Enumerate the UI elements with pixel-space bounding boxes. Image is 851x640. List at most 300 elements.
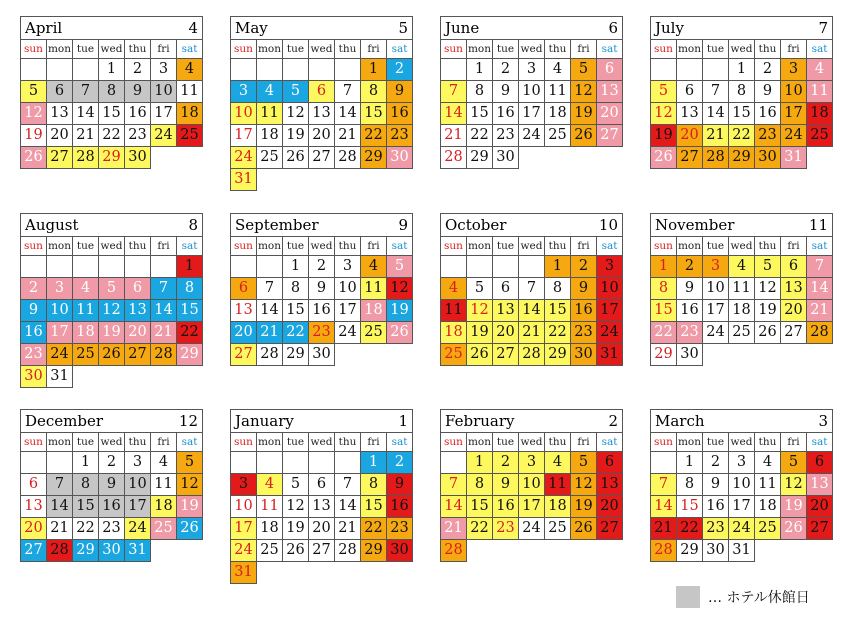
- empty-day-cell: [571, 540, 597, 562]
- month-september: [230, 213, 415, 366]
- weekday-label: fri: [781, 237, 807, 256]
- month-december: [20, 409, 205, 562]
- day-cell: 18: [257, 125, 283, 147]
- day-cell: 9: [677, 278, 703, 300]
- empty-day-cell: [651, 452, 677, 474]
- week-row: [21, 474, 203, 496]
- day-cell: 25: [257, 147, 283, 169]
- day-cell: 26: [755, 322, 781, 344]
- empty-day-cell: [257, 169, 283, 191]
- day-cell: 28: [651, 540, 677, 562]
- week-row: [651, 59, 833, 81]
- weekday-label: sat: [807, 40, 833, 59]
- day-cell: 18: [73, 322, 99, 344]
- day-cell: 7: [73, 81, 99, 103]
- day-cell: 19: [755, 300, 781, 322]
- day-cell: 11: [361, 278, 387, 300]
- week-row: [441, 474, 623, 496]
- day-cell: 14: [807, 278, 833, 300]
- day-cell: 9: [387, 81, 413, 103]
- empty-day-cell: [729, 344, 755, 366]
- day-cell: 27: [781, 322, 807, 344]
- month-name: October: [445, 216, 507, 234]
- week-row: [651, 103, 833, 125]
- day-cell: 25: [73, 344, 99, 366]
- day-cell: 4: [441, 278, 467, 300]
- empty-day-cell: [807, 147, 833, 169]
- day-cell: 7: [335, 81, 361, 103]
- weekday-label: fri: [571, 433, 597, 452]
- day-cell: 17: [335, 300, 361, 322]
- empty-day-cell: [703, 59, 729, 81]
- week-row: [21, 300, 203, 322]
- day-cell: 14: [519, 300, 545, 322]
- day-cell: 13: [125, 300, 151, 322]
- day-cell: 10: [47, 300, 73, 322]
- empty-day-cell: [597, 540, 623, 562]
- week-row: [21, 518, 203, 540]
- month-name: August: [25, 216, 79, 234]
- day-cell: 29: [177, 344, 203, 366]
- month-header: [21, 214, 203, 237]
- day-cell: 13: [807, 474, 833, 496]
- week-row: [651, 147, 833, 169]
- empty-day-cell: [21, 452, 47, 474]
- weekday-label: sat: [387, 40, 413, 59]
- day-cell: 22: [467, 125, 493, 147]
- week-row: [651, 474, 833, 496]
- empty-day-cell: [257, 562, 283, 584]
- weekday-label: sat: [177, 40, 203, 59]
- weekday-label: wed: [729, 237, 755, 256]
- day-cell: 28: [441, 147, 467, 169]
- month-number: 7: [818, 19, 828, 37]
- empty-day-cell: [335, 562, 361, 584]
- day-cell: 17: [125, 496, 151, 518]
- week-row: [231, 125, 413, 147]
- day-cell: 6: [231, 278, 257, 300]
- weekday-label: thu: [545, 433, 571, 452]
- weekday-label: sun: [231, 237, 257, 256]
- week-row: [231, 540, 413, 562]
- day-cell: 30: [755, 147, 781, 169]
- week-row: [231, 518, 413, 540]
- day-cell: 29: [361, 147, 387, 169]
- day-cell: 19: [781, 496, 807, 518]
- week-row: [231, 103, 413, 125]
- month-number: 8: [188, 216, 198, 234]
- weekday-label: thu: [335, 40, 361, 59]
- day-cell: 18: [151, 496, 177, 518]
- day-cell: 15: [677, 496, 703, 518]
- empty-day-cell: [21, 59, 47, 81]
- empty-day-cell: [257, 256, 283, 278]
- day-cell: 28: [441, 540, 467, 562]
- day-cell: 2: [309, 256, 335, 278]
- empty-day-cell: [309, 169, 335, 191]
- day-cell: 22: [467, 518, 493, 540]
- day-cell: 3: [729, 452, 755, 474]
- empty-day-cell: [177, 540, 203, 562]
- month-may: [230, 16, 415, 191]
- month-header: [231, 17, 413, 40]
- day-cell: 30: [99, 540, 125, 562]
- day-cell: 3: [703, 256, 729, 278]
- day-cell: 4: [151, 452, 177, 474]
- day-cell: 21: [335, 125, 361, 147]
- day-cell: 6: [597, 59, 623, 81]
- day-cell: 23: [21, 344, 47, 366]
- month-number: 9: [398, 216, 408, 234]
- day-cell: 22: [545, 322, 571, 344]
- day-cell: 24: [125, 518, 151, 540]
- day-cell: 16: [493, 103, 519, 125]
- day-cell: 4: [807, 59, 833, 81]
- day-cell: 22: [729, 125, 755, 147]
- day-cell: 25: [755, 518, 781, 540]
- empty-day-cell: [441, 256, 467, 278]
- week-row: [651, 278, 833, 300]
- weekday-label: tue: [73, 40, 99, 59]
- day-cell: 22: [677, 518, 703, 540]
- day-cell: 24: [703, 322, 729, 344]
- empty-day-cell: [807, 344, 833, 366]
- day-cell: 29: [99, 147, 125, 169]
- empty-day-cell: [47, 59, 73, 81]
- empty-day-cell: [125, 256, 151, 278]
- day-cell: 28: [47, 540, 73, 562]
- week-row: [21, 59, 203, 81]
- empty-day-cell: [441, 59, 467, 81]
- day-cell: 29: [677, 540, 703, 562]
- day-cell: 11: [151, 474, 177, 496]
- day-cell: 6: [309, 474, 335, 496]
- day-cell: 4: [177, 59, 203, 81]
- month-name: January: [235, 412, 294, 430]
- day-cell: 2: [99, 452, 125, 474]
- day-cell: 9: [21, 300, 47, 322]
- day-cell: 12: [21, 103, 47, 125]
- day-cell: 14: [47, 496, 73, 518]
- day-cell: 17: [47, 322, 73, 344]
- empty-day-cell: [21, 256, 47, 278]
- empty-day-cell: [335, 344, 361, 366]
- day-cell: 9: [387, 474, 413, 496]
- week-row: [231, 474, 413, 496]
- day-cell: 6: [807, 452, 833, 474]
- day-cell: 13: [47, 103, 73, 125]
- day-cell: 7: [47, 474, 73, 496]
- day-cell: 20: [125, 322, 151, 344]
- day-cell: 21: [651, 518, 677, 540]
- day-cell: 6: [781, 256, 807, 278]
- weekday-label: wed: [309, 237, 335, 256]
- day-cell: 19: [21, 125, 47, 147]
- weekday-label: sun: [441, 40, 467, 59]
- day-cell: 10: [729, 474, 755, 496]
- week-row: [441, 256, 623, 278]
- empty-day-cell: [309, 562, 335, 584]
- month-table: [230, 16, 413, 191]
- week-row: [441, 300, 623, 322]
- day-cell: 24: [519, 125, 545, 147]
- empty-day-cell: [151, 366, 177, 388]
- day-cell: 21: [519, 322, 545, 344]
- day-cell: 14: [441, 496, 467, 518]
- day-cell: 19: [387, 300, 413, 322]
- empty-day-cell: [231, 256, 257, 278]
- day-cell: 27: [597, 518, 623, 540]
- day-cell: 22: [361, 125, 387, 147]
- day-cell: 25: [441, 344, 467, 366]
- day-cell: 12: [755, 278, 781, 300]
- day-cell: 21: [73, 125, 99, 147]
- day-cell: 3: [125, 452, 151, 474]
- empty-day-cell: [703, 344, 729, 366]
- day-cell: 19: [651, 125, 677, 147]
- month-number: 10: [598, 216, 618, 234]
- day-cell: 7: [519, 278, 545, 300]
- weekday-label: tue: [493, 40, 519, 59]
- week-row: [21, 344, 203, 366]
- day-cell: 27: [125, 344, 151, 366]
- empty-day-cell: [309, 59, 335, 81]
- day-cell: 12: [99, 300, 125, 322]
- week-row: [441, 344, 623, 366]
- day-cell: 8: [729, 81, 755, 103]
- month-november: [650, 213, 835, 366]
- week-row: [21, 103, 203, 125]
- day-cell: 8: [177, 278, 203, 300]
- day-cell: 1: [283, 256, 309, 278]
- empty-day-cell: [519, 256, 545, 278]
- weekday-label: sun: [651, 433, 677, 452]
- day-cell: 13: [231, 300, 257, 322]
- day-cell: 24: [231, 147, 257, 169]
- empty-day-cell: [99, 256, 125, 278]
- week-row: [231, 322, 413, 344]
- day-cell: 24: [597, 322, 623, 344]
- day-cell: 6: [21, 474, 47, 496]
- month-name: April: [25, 19, 63, 37]
- day-cell: 29: [729, 147, 755, 169]
- day-cell: 17: [519, 496, 545, 518]
- week-row: [441, 452, 623, 474]
- month-january: [230, 409, 415, 584]
- day-cell: 6: [47, 81, 73, 103]
- day-cell: 7: [151, 278, 177, 300]
- day-cell: 5: [571, 452, 597, 474]
- day-cell: 23: [99, 518, 125, 540]
- weekday-label: thu: [125, 433, 151, 452]
- month-table: [230, 213, 413, 366]
- week-row: [651, 452, 833, 474]
- weekday-label: thu: [755, 40, 781, 59]
- empty-day-cell: [387, 344, 413, 366]
- weekday-label: fri: [151, 237, 177, 256]
- day-cell: 17: [519, 103, 545, 125]
- weekday-label: sat: [597, 433, 623, 452]
- weekday-label: wed: [99, 237, 125, 256]
- weekday-label: wed: [729, 433, 755, 452]
- weekday-label: thu: [755, 237, 781, 256]
- empty-day-cell: [441, 452, 467, 474]
- weekday-label: tue: [703, 40, 729, 59]
- day-cell: 14: [703, 103, 729, 125]
- day-cell: 19: [571, 496, 597, 518]
- day-cell: 17: [597, 300, 623, 322]
- weekday-label: sun: [231, 40, 257, 59]
- empty-day-cell: [283, 562, 309, 584]
- day-cell: 26: [571, 518, 597, 540]
- day-cell: 29: [467, 147, 493, 169]
- empty-day-cell: [467, 256, 493, 278]
- day-cell: 20: [597, 496, 623, 518]
- week-row: [21, 256, 203, 278]
- day-cell: 9: [125, 81, 151, 103]
- day-cell: 26: [467, 344, 493, 366]
- empty-day-cell: [151, 540, 177, 562]
- month-name: March: [655, 412, 705, 430]
- day-cell: 27: [309, 147, 335, 169]
- week-row: [21, 125, 203, 147]
- week-row: [231, 256, 413, 278]
- month-header: [651, 17, 833, 40]
- day-cell: 4: [361, 256, 387, 278]
- month-number: 4: [188, 19, 198, 37]
- day-cell: 31: [47, 366, 73, 388]
- empty-day-cell: [257, 59, 283, 81]
- empty-day-cell: [651, 59, 677, 81]
- day-cell: 9: [99, 474, 125, 496]
- day-cell: 4: [545, 452, 571, 474]
- day-cell: 10: [519, 81, 545, 103]
- day-cell: 7: [441, 474, 467, 496]
- month-header: [21, 17, 203, 40]
- month-header: [651, 214, 833, 237]
- day-cell: 26: [177, 518, 203, 540]
- day-cell: 15: [283, 300, 309, 322]
- day-cell: 25: [729, 322, 755, 344]
- weekday-label: sat: [597, 237, 623, 256]
- day-cell: 1: [177, 256, 203, 278]
- empty-day-cell: [283, 452, 309, 474]
- day-cell: 2: [493, 452, 519, 474]
- day-cell: 3: [151, 59, 177, 81]
- week-row: [441, 147, 623, 169]
- day-cell: 22: [651, 322, 677, 344]
- weekday-label: mon: [677, 433, 703, 452]
- empty-day-cell: [73, 256, 99, 278]
- month-table: [440, 409, 623, 562]
- empty-day-cell: [309, 452, 335, 474]
- empty-day-cell: [335, 169, 361, 191]
- day-cell: 8: [73, 474, 99, 496]
- weekday-label: mon: [47, 433, 73, 452]
- day-cell: 30: [677, 344, 703, 366]
- day-cell: 4: [257, 81, 283, 103]
- day-cell: 11: [441, 300, 467, 322]
- day-cell: 19: [283, 125, 309, 147]
- day-cell: 18: [545, 496, 571, 518]
- week-row: [21, 81, 203, 103]
- day-cell: 13: [309, 496, 335, 518]
- month-name: September: [235, 216, 319, 234]
- day-cell: 2: [571, 256, 597, 278]
- day-cell: 15: [467, 103, 493, 125]
- month-number: 12: [178, 412, 198, 430]
- day-cell: 13: [493, 300, 519, 322]
- day-cell: 16: [99, 496, 125, 518]
- day-cell: 23: [493, 125, 519, 147]
- day-cell: 25: [151, 518, 177, 540]
- month-name: December: [25, 412, 104, 430]
- day-cell: 27: [597, 125, 623, 147]
- day-cell: 7: [703, 81, 729, 103]
- weekday-label: sat: [177, 237, 203, 256]
- day-cell: 11: [545, 474, 571, 496]
- legend: [676, 585, 810, 609]
- weekday-label: sat: [597, 40, 623, 59]
- weekday-label: tue: [493, 433, 519, 452]
- day-cell: 1: [677, 452, 703, 474]
- day-cell: 30: [125, 147, 151, 169]
- weekday-label: mon: [677, 237, 703, 256]
- day-cell: 24: [781, 125, 807, 147]
- day-cell: 24: [231, 540, 257, 562]
- weekday-label: wed: [519, 433, 545, 452]
- day-cell: 1: [729, 59, 755, 81]
- weekday-label: sun: [21, 237, 47, 256]
- day-cell: 30: [387, 540, 413, 562]
- month-february: [440, 409, 625, 562]
- weekday-label: fri: [781, 433, 807, 452]
- weekday-label: thu: [125, 237, 151, 256]
- day-cell: 15: [99, 103, 125, 125]
- day-cell: 3: [47, 278, 73, 300]
- empty-day-cell: [231, 452, 257, 474]
- day-cell: 16: [125, 103, 151, 125]
- day-cell: 3: [231, 81, 257, 103]
- day-cell: 9: [309, 278, 335, 300]
- empty-day-cell: [47, 452, 73, 474]
- weekday-label: tue: [283, 40, 309, 59]
- day-cell: 13: [597, 474, 623, 496]
- day-cell: 5: [387, 256, 413, 278]
- month-table: [20, 16, 203, 169]
- day-cell: 28: [257, 344, 283, 366]
- weekday-label: sat: [387, 433, 413, 452]
- day-cell: 7: [441, 81, 467, 103]
- empty-day-cell: [519, 540, 545, 562]
- day-cell: 18: [545, 103, 571, 125]
- week-row: [21, 496, 203, 518]
- day-cell: 26: [99, 344, 125, 366]
- weekday-label: mon: [467, 237, 493, 256]
- week-row: [651, 300, 833, 322]
- day-cell: 23: [703, 518, 729, 540]
- weekday-label: sat: [807, 237, 833, 256]
- weekday-label: mon: [257, 237, 283, 256]
- month-july: [650, 16, 835, 169]
- weekday-label: sun: [231, 433, 257, 452]
- day-cell: 9: [755, 81, 781, 103]
- day-cell: 12: [571, 81, 597, 103]
- day-cell: 23: [309, 322, 335, 344]
- day-cell: 16: [309, 300, 335, 322]
- weekday-label: tue: [703, 433, 729, 452]
- day-cell: 29: [361, 540, 387, 562]
